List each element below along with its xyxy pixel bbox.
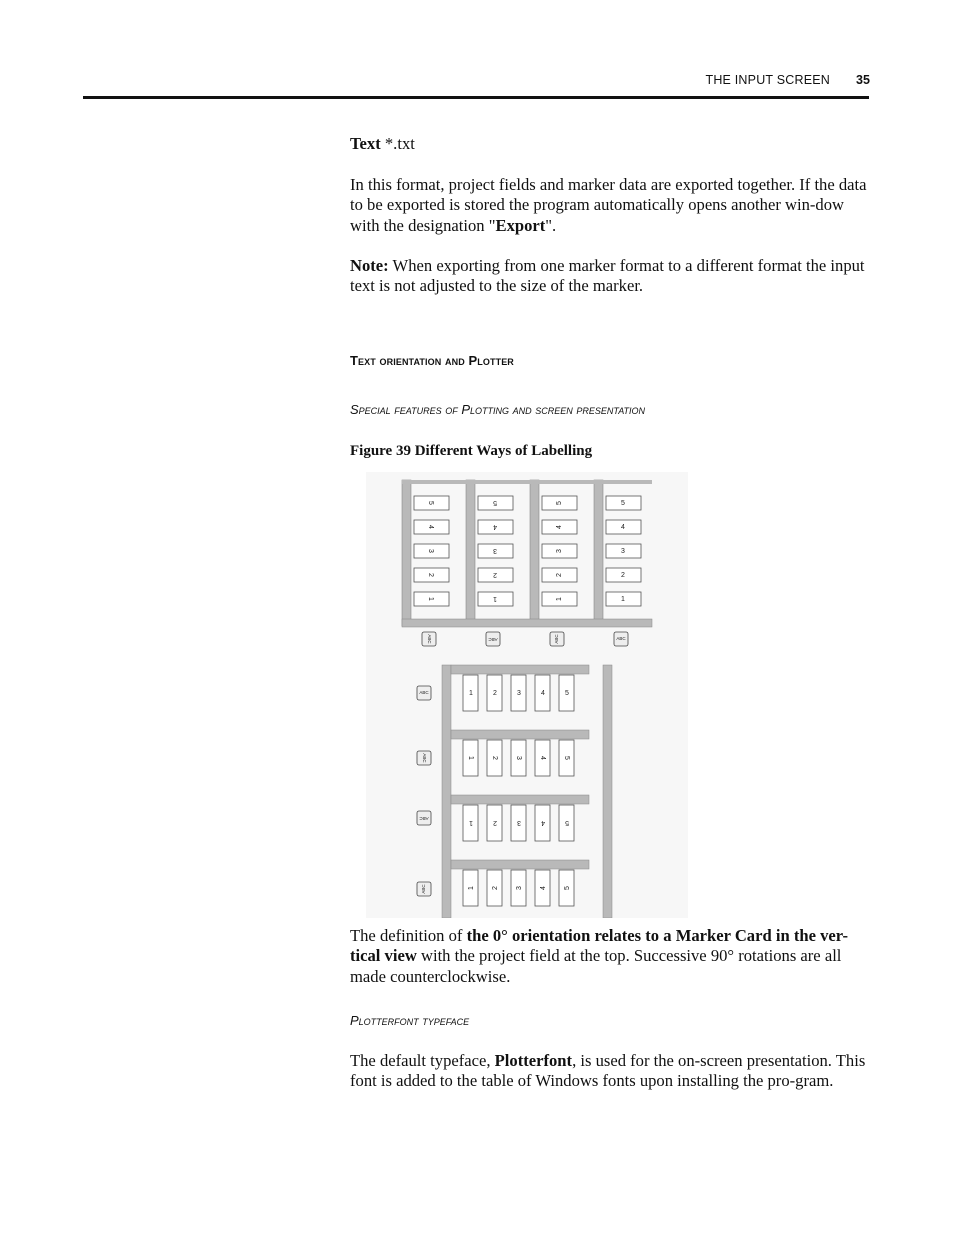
note-paragraph [350, 256, 870, 297]
abc-label: ABC [421, 753, 427, 763]
marker-number: 2 [621, 571, 625, 579]
marker-number: 3 [493, 547, 497, 555]
marker-number: 4 [539, 756, 547, 760]
export-keyword: Export [495, 215, 546, 235]
marker-number: 3 [621, 547, 625, 555]
orientation-text: The definition of [350, 926, 467, 945]
marker-number: 5 [427, 501, 435, 505]
header-rule [83, 96, 869, 99]
orientation-text-end: with the project field at the top. Successive 90° rotations are all made counterclockwise. [350, 946, 842, 986]
left-rail [442, 665, 451, 918]
plotterfont-text-end: , is used for the on-screen presentation. This font is added to the table of Windows fonts upon installing the pro-gram. [350, 1051, 866, 1091]
marker-number: 1 [469, 689, 473, 697]
plotterfont-heading: Plotterfont typeface [350, 1013, 470, 1028]
marker-number: 5 [563, 886, 571, 890]
orientation-paragraph [350, 926, 870, 987]
marker-number: 1 [555, 597, 563, 601]
plotterfont-paragraph [350, 1051, 870, 1092]
marker-number: 5 [493, 499, 497, 507]
strip-header [451, 730, 589, 739]
marker-number: 4 [539, 886, 547, 890]
marker-number: 2 [491, 886, 499, 890]
abc-label: ABC [554, 634, 560, 644]
plotterfont-text: The default typeface, [350, 1051, 495, 1070]
marker-number: 1 [493, 595, 497, 603]
figure-caption: Figure 39 Different Ways of Labelling [350, 443, 593, 459]
marker-number: 2 [493, 689, 497, 697]
marker-number: 3 [517, 819, 521, 827]
marker-number: 5 [555, 501, 563, 505]
marker-number: 4 [493, 523, 497, 531]
marker-number: 2 [493, 571, 497, 579]
marker-number: 3 [515, 886, 523, 890]
strip-rail [466, 480, 475, 626]
abc-label: ABC [426, 634, 432, 644]
labelling-diagram [366, 472, 688, 918]
marker-number: 4 [427, 525, 435, 529]
marker-number: 3 [515, 756, 523, 760]
header-section-title: THE INPUT SCREEN [705, 73, 830, 87]
marker-number: 2 [427, 573, 435, 577]
marker-number: 4 [555, 525, 563, 529]
text-format-ext: *.txt [380, 134, 415, 153]
marker-number: 5 [621, 499, 625, 507]
abc-label: ABC [421, 884, 427, 894]
marker-number: 4 [541, 689, 545, 697]
export-paragraph [350, 175, 870, 236]
note-text: When exporting from one marker format to a different format the input text is not adjusted to the size of the marker. [350, 256, 865, 296]
marker-number: 1 [467, 886, 475, 890]
plotterfont-keyword: Plotterfont [494, 1051, 573, 1070]
page-number: 35 [856, 73, 870, 87]
strip-rail [594, 480, 603, 626]
marker-number: 1 [467, 756, 475, 760]
marker-number: 2 [491, 756, 499, 760]
marker-number: 3 [555, 549, 563, 553]
marker-number: 5 [565, 819, 569, 827]
labelling-figure [366, 472, 688, 918]
marker-number: 2 [555, 573, 563, 577]
strip-header [451, 860, 589, 869]
marker-number: 2 [493, 819, 497, 827]
abc-label: ABC [488, 636, 498, 642]
marker-number: 5 [565, 689, 569, 697]
strip-rail [402, 480, 411, 626]
marker-number: 4 [621, 523, 625, 531]
abc-label: ABC [616, 636, 626, 642]
note-label: Note: [350, 256, 389, 275]
orientation-emphasis: the 0° orientation relates to a Marker Card in the ver-tical view [350, 926, 849, 966]
section-heading: Text orientation and Plotter [350, 353, 514, 368]
marker-number: 1 [469, 819, 473, 827]
marker-number: 3 [427, 549, 435, 553]
text-format-line [350, 134, 870, 154]
top-rail [402, 480, 652, 484]
subsection-heading: Special features of Plotting and screen presentation [350, 402, 646, 417]
strip-header [451, 795, 589, 804]
marker-number: 3 [517, 689, 521, 697]
right-rail [603, 665, 612, 918]
marker-number: 5 [563, 756, 571, 760]
marker-number: 1 [427, 597, 435, 601]
strip-rail [530, 480, 539, 626]
marker-number: 4 [541, 819, 545, 827]
abc-label: ABC [419, 815, 429, 821]
text-format-label: Text [350, 134, 381, 153]
export-text: In this format, project fields and marker data are exported together. If the data to be exported is stored the program automatically opens another win-dow with the designation " [350, 175, 867, 235]
export-text-end: ". [545, 215, 557, 235]
marker-number: 1 [621, 595, 625, 603]
bottom-rail [402, 619, 652, 627]
abc-label: ABC [419, 690, 429, 696]
strip-header [451, 665, 589, 674]
